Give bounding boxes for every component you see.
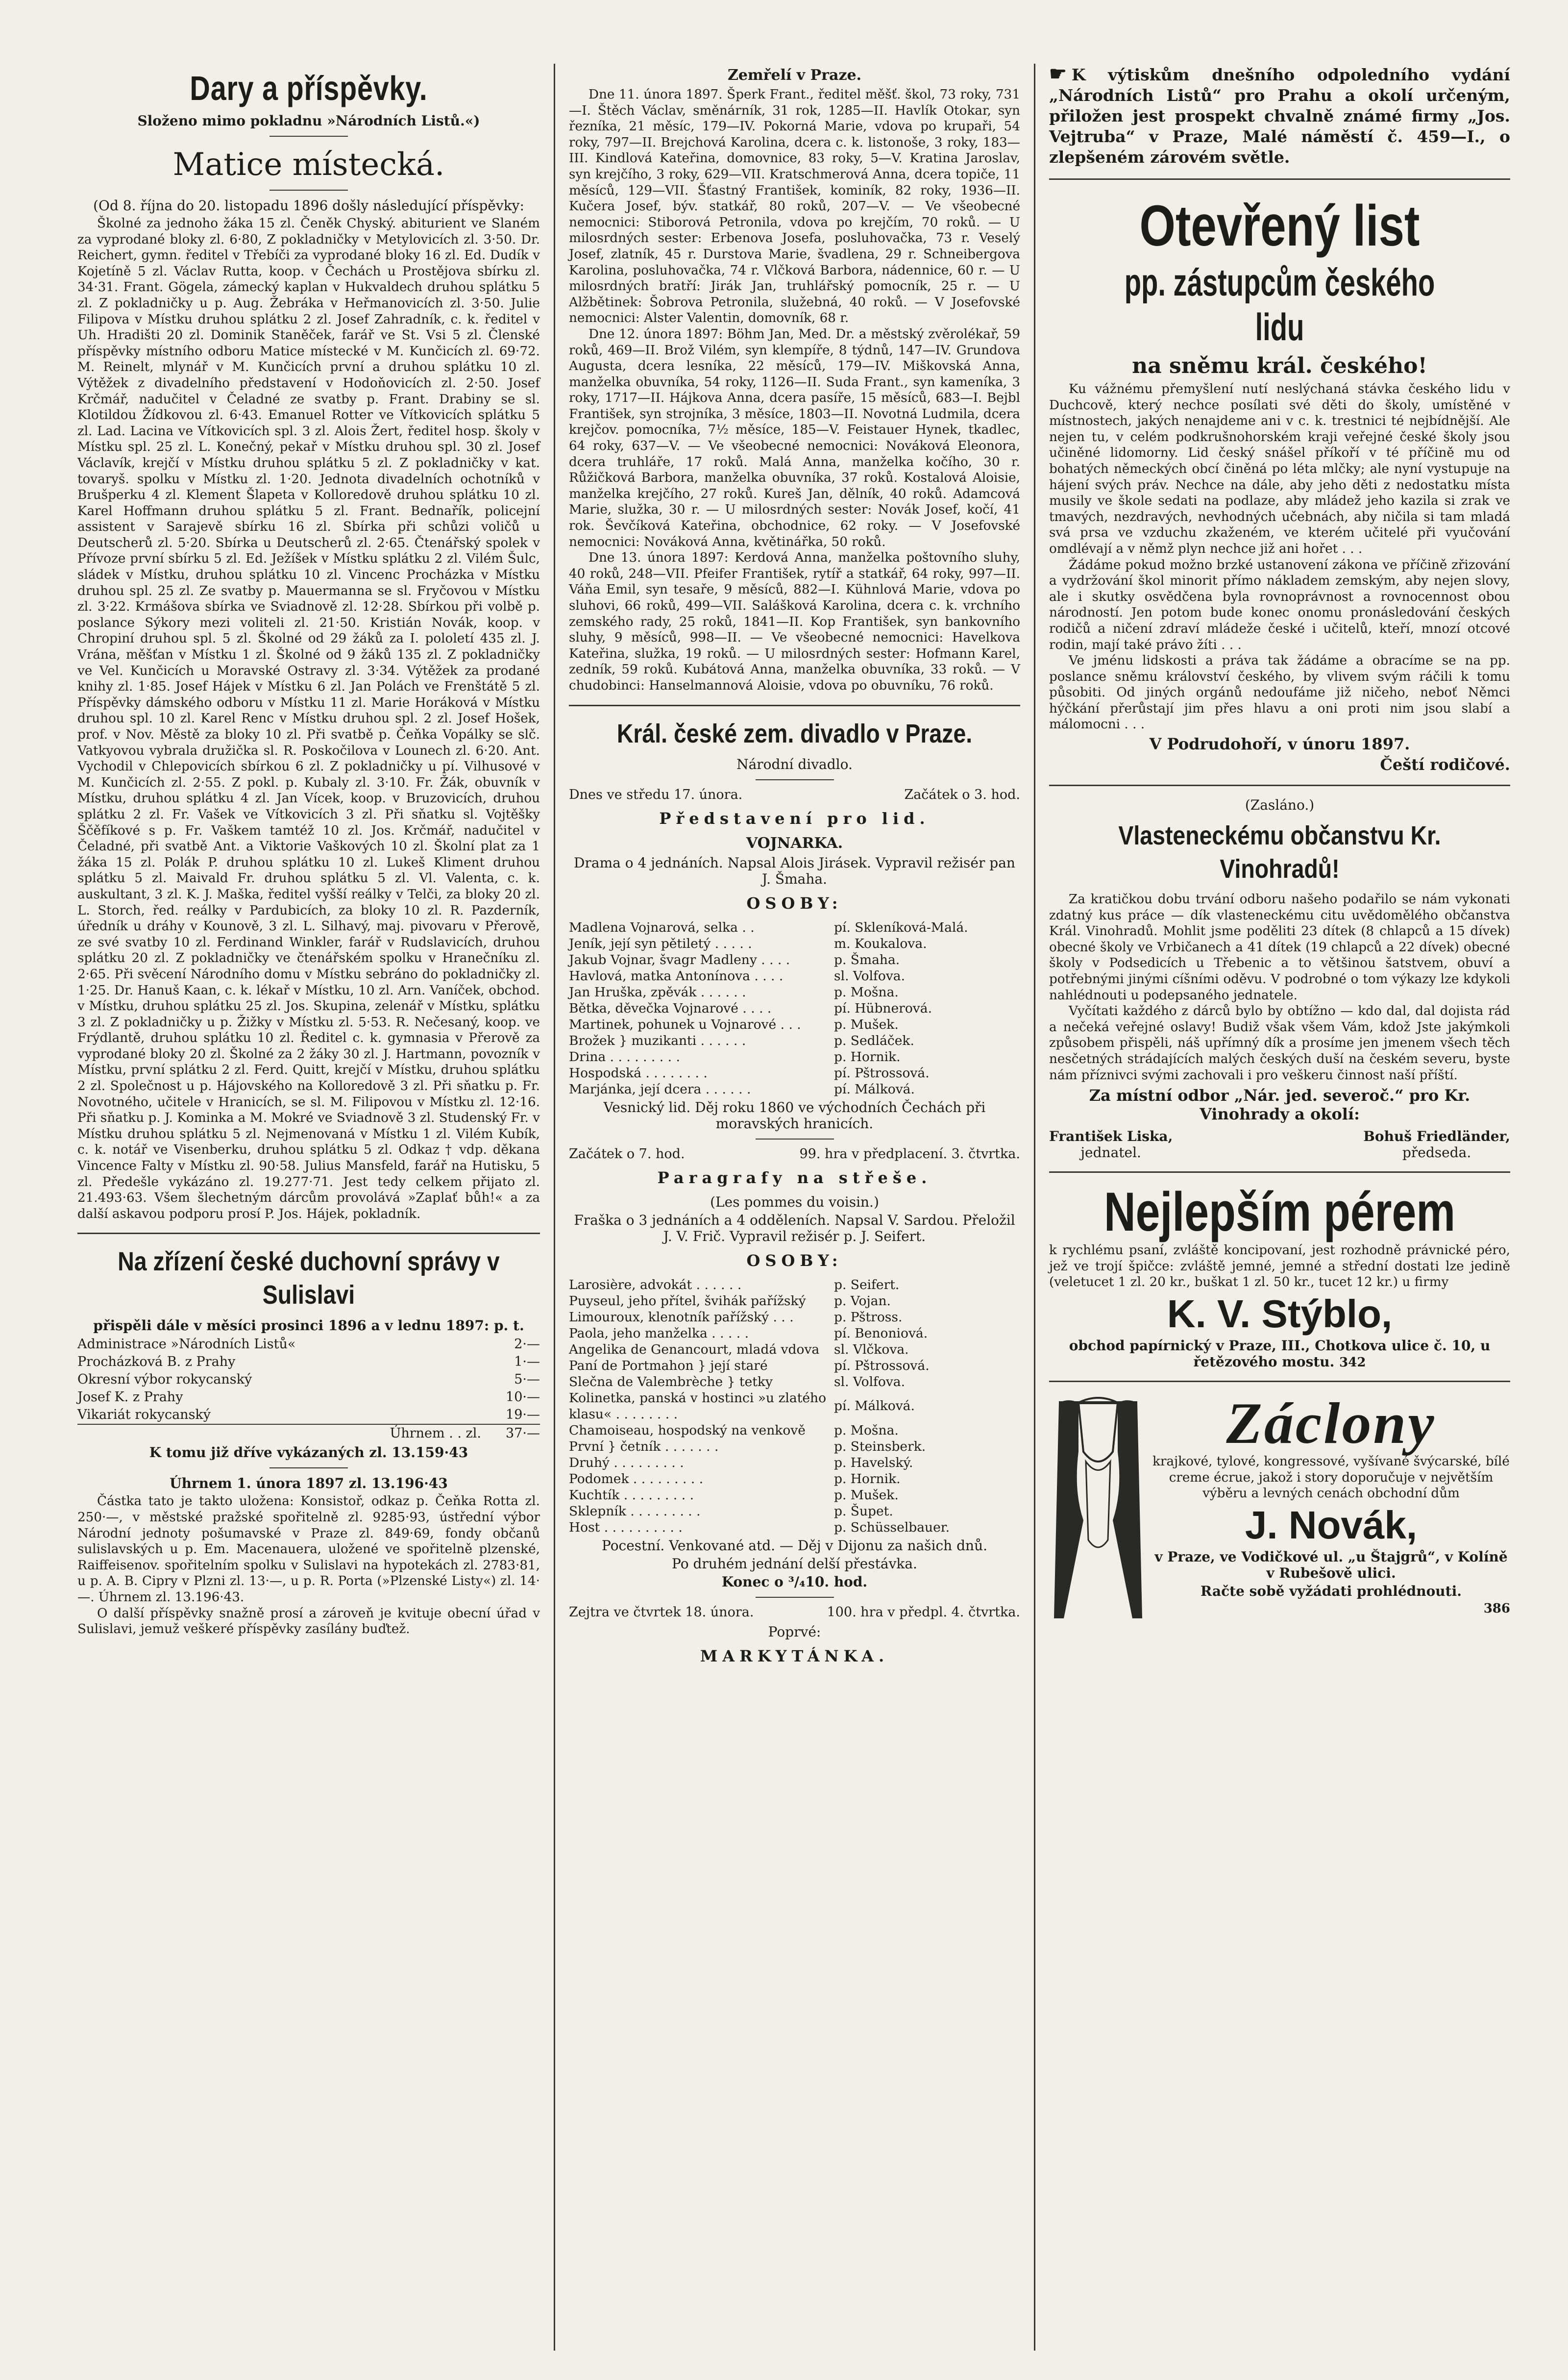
actor: sl. Volfova. bbox=[834, 1374, 906, 1389]
actor: pí. Skleníková-Malá. bbox=[834, 919, 968, 935]
sulislav-text-2: O další příspěvky snažně prosí a zároveň je kvituje obecní úřad v Sulislavi, jemuž veškeré příspěvky zasílány buďtež. bbox=[77, 1606, 540, 1637]
divider bbox=[270, 136, 348, 137]
table-row bbox=[77, 1336, 540, 1353]
table-row bbox=[77, 1371, 540, 1388]
play-title: MARKYTÁNKA. bbox=[700, 1646, 889, 1665]
divider bbox=[756, 1139, 834, 1140]
cast-row bbox=[569, 1422, 1020, 1438]
matice-heading: Matice místecká. bbox=[172, 147, 445, 183]
curtain-ad-heading: Záclony bbox=[1226, 1390, 1436, 1456]
open-letter-p1: Ku vážnému přemyšlení nutí neslýchaná stávka českého lidu v Duchcově, který nechce posílati své děti do školy, umístěné v místnostech, jakých nenajdeme ani v c. k. trestnici té nejbídnější. Ale nejen tu, v celém podkrušnohorském kraji veřejné české školy jsou učiněné lidomorny. Lid český snášel příkoří v té příčině mu od bohatých německých obcí činěná po léta mlčky; ale nyní vystupuje na hájení svých práv. Nechce na dále, aby jeho děti z nedostatku místa musily ve škole sedati na podlaze, aby mládež jeho kazila si zrak ve tmavých, nezdravých, nevhodných učebnách, aby ničila si tam mladá svá prsa ve vzduchu zkaženém, ve kterém učitelé při vyučování omdlévají a v němž plyn nechce již ani hořet . . . bbox=[1049, 382, 1510, 556]
start-time: Začátek o 3. hod. bbox=[904, 787, 1020, 802]
role: Martinek, pohunek u Vojnarové . . . bbox=[569, 1016, 801, 1032]
notice-text: K výtiskům dnešního odpoledního vydání „Národních Listů“ pro Prahu a okolí určeným, přiložen jest prospekt chvalně známé firmy „Jos. Vejtruba“ v Praze, Malé náměstí č. 459—I., o zlepšeném zárovém světle. bbox=[1049, 65, 1510, 167]
role: Slečna de Valembrèche } tetky bbox=[569, 1374, 773, 1389]
theatre-heading: Král. české zem. divadlo v Praze. bbox=[616, 719, 973, 748]
cast-row bbox=[569, 1471, 1020, 1487]
role: Kuchtík . . . . . . . . . bbox=[569, 1487, 694, 1503]
role: Larosière, advokát . . . . . . bbox=[569, 1277, 742, 1292]
actor: p. Hornik. bbox=[834, 1471, 901, 1487]
open-letter-heading: Otevřený list bbox=[1139, 194, 1420, 258]
actor: p. Šmaha. bbox=[834, 952, 900, 967]
actor: p. Schüsselbauer. bbox=[834, 1519, 950, 1535]
play-end: Konec o ³/₄10. hod. bbox=[721, 1573, 868, 1590]
role: Drina . . . . . . . . . bbox=[569, 1049, 680, 1065]
cast-row bbox=[569, 1438, 1020, 1455]
row-name: Procházková B. z Prahy bbox=[77, 1354, 236, 1370]
vinohrady-heading: Vlasteneckému občanstvu Kr. Vinohradů! bbox=[1118, 821, 1441, 884]
curtain-ad-body bbox=[1152, 1390, 1510, 1616]
sulislav-subheading: přispěli dále v měsíci prosinci 1896 a v lednu 1897: p. t. bbox=[93, 1317, 524, 1334]
cast-row bbox=[569, 1341, 1020, 1358]
role: Chamoiseau, hospodský na venkově bbox=[569, 1422, 806, 1438]
divider bbox=[77, 1233, 540, 1234]
cast-row bbox=[569, 1374, 1020, 1390]
ad-code: 386 bbox=[1483, 1601, 1510, 1616]
cast-row bbox=[569, 1325, 1020, 1341]
role: Jan Hruška, zpěvák . . . . . . bbox=[569, 984, 746, 1000]
theatre-subheading: Národní divadlo. bbox=[736, 756, 853, 772]
divider bbox=[1049, 785, 1510, 786]
sulislav-previous: K tomu již dříve vykázaných zl. 13.159·43 bbox=[149, 1444, 468, 1461]
play-title: VOJNARKA. bbox=[746, 834, 843, 852]
signatory-name: František Liska, bbox=[1049, 1128, 1173, 1145]
signature-2 bbox=[1363, 1128, 1510, 1161]
play-number: 100. hra v předpl. 4. čtvrtka. bbox=[827, 1604, 1020, 1620]
role: První } četník . . . . . . . bbox=[569, 1438, 719, 1454]
actor: p. Steinsberk. bbox=[834, 1438, 926, 1454]
pen-ad-text: k rychlému psaní, zvláště koncipovaní, jest rozhodně právnické péro, jež ve trojí špičce: zvláště jemné, jemné a střední dostati lze jedině (veletucet 1 zl. 20 kr., buškat 1 zl. 50 kr., tucet 12 kr.) u firmy bbox=[1049, 1243, 1510, 1290]
role: Limouroux, klenotník pařížský . . . bbox=[569, 1309, 794, 1325]
column-letters-ads bbox=[1034, 64, 1524, 2351]
cast-row bbox=[569, 968, 1020, 984]
role: Marjánka, její dcera . . . . . . bbox=[569, 1081, 751, 1097]
curtain-ad-text: krajkové, tylové, kongressové, vyšívané švýcarské, bílé creme écrue, jakož i story doporučuje v největším výběru a levných cenách obchodní dům bbox=[1152, 1454, 1510, 1501]
play-original-title: (Les pommes du voisin.) bbox=[710, 1193, 879, 1210]
role: Host . . . . . . . . . . bbox=[569, 1519, 683, 1535]
pen-ad-heading: Nejlepším pérem bbox=[1103, 1181, 1456, 1243]
actor: p. Mošna. bbox=[834, 984, 899, 1000]
curtain-ad bbox=[1049, 1390, 1510, 1625]
role: Hospodská . . . . . . . . bbox=[569, 1065, 708, 1081]
actor: pí. Pštrossová. bbox=[834, 1358, 930, 1373]
pen-ad-address bbox=[1049, 1338, 1510, 1370]
cast-row bbox=[569, 1519, 1020, 1536]
cast-heading: OSOBY: bbox=[746, 1251, 843, 1270]
signatory-role: jednatel. bbox=[1080, 1144, 1141, 1161]
curtain-ad-firm: J. Novák, bbox=[1245, 1503, 1418, 1547]
cast-row bbox=[569, 1000, 1020, 1016]
cast-row bbox=[569, 1081, 1020, 1097]
ad-code: 342 bbox=[1339, 1355, 1366, 1370]
start-time: Začátek o 7. hod. bbox=[569, 1146, 685, 1162]
today-row bbox=[569, 787, 1020, 802]
row-amount: 1·— bbox=[514, 1354, 540, 1370]
divider bbox=[1049, 1381, 1510, 1382]
open-letter-p3: Ve jménu lidskosti a práva tak žádáme a obracíme se na pp. poslance sněmu království českého, by vlivem svým ráčili k tomu působiti. Od jiných orgánů nedoufáme již ničeho, neboť Němci hýčkání přerůstají jim přes hlavu a oni proti nim jsou slabí a málomocni . . . bbox=[1049, 653, 1510, 732]
actor: pí. Pštrossová. bbox=[834, 1065, 930, 1081]
cast-row bbox=[569, 1390, 1020, 1422]
role: Madlena Vojnarová, selka . . bbox=[569, 919, 755, 935]
play-setting: Vesnický lid. Děj roku 1860 ve východních Čechách při moravských hranicích. bbox=[603, 1099, 986, 1132]
role: Bětka, děvečka Vojnarové . . . . bbox=[569, 1000, 772, 1016]
actor: pí. Málková. bbox=[834, 1398, 915, 1414]
divider bbox=[756, 779, 834, 780]
cast-row bbox=[569, 919, 1020, 936]
actor: sl. Vlčkova. bbox=[834, 1341, 909, 1357]
actor: p. Vojan. bbox=[834, 1293, 891, 1309]
role: Jakub Vojnar, švagr Madleny . . . . bbox=[569, 952, 790, 967]
play-pause: Po druhém jednání delší přestávka. bbox=[672, 1555, 917, 1572]
vinohrady-p1: Za kratičkou dobu trvání odboru našeho podařilo se nám vykonati zdatný kus práce — dík vlasteneckému citu uvědomělého občanstva Král. Vinohradů. Mohlit jsme poděliti 23 dítek (8 chlapců a 15 dívek) obecné školy ve Vrbičanech a 41 dítek (19 chlapců a 22 dívek) obecné školy v Podsedicích u Třebenic a to většinou šatstvem, obuví a potřebnými jinými cíšními oděvu. V podrobné o tom výkazy lze kdykoli nahlédnouti u podepsaného jednatele. bbox=[1049, 892, 1510, 1003]
table-row bbox=[77, 1406, 540, 1424]
deaths-feb-12: Dne 12. února 1897: Böhm Jan, Med. Dr. a městský zvěrolékař, 59 roků, 469—II. Brož Vilém, syn klempíře, 8 týdnů, 147—IV. Grundova Augusta, dcera lesníka, 22 měsíců, 179—IV. Miškovská Anna, manželka obuvníka, 54 roky, 1126—II. Suda Frant., syn kameníka, 3 roky, 1717—II. Hájkova Anna, dcera pasíře, 15 měsíců, 683—I. Bejbl František, syn strojníka, 3 měsíce, 1803—II. Novotná Ludmila, dcera krejčov. pomocníka, 7½ měsíce, 185—V. Feistauer Hynek, tkadlec, 64 roky, 637—V. — Ve všeobecné nemocnici: Nováková Eleonora, dcera truhláře, 17 roků. Malá Anna, manželka kočího, 30 r. Růžičková Barbora, manželka obuvníka, 37 roků. Kostalová Aloisie, manželka krejčího, 27 roků. Kureš Jan, dělník, 40 roků. Adamcová Marie, služka, 30 r. — U milosrdných sester: Novák Josef, kočí, 41 rok. Ševčíková Kateřina, obchodnice, 62 roky. — V Josefovské nemocnici: Nováková Anna, květinářka, 50 roků. bbox=[569, 326, 1020, 549]
actor: pí. Hübnerová. bbox=[834, 1000, 932, 1016]
row-amount: 2·— bbox=[514, 1337, 540, 1352]
open-letter-place: V Podrudohoří, v únoru 1897. bbox=[1149, 735, 1410, 754]
row-amount: 19·— bbox=[506, 1407, 540, 1423]
address-text: obchod papírnický v Praze, III., Chotkova ulice č. 10, u řetězového mostu. bbox=[1069, 1337, 1491, 1370]
actor: p. Mušek. bbox=[834, 1487, 899, 1503]
column-deaths-theatre bbox=[554, 64, 1034, 2351]
evening-row bbox=[569, 1146, 1020, 1162]
cast-list bbox=[569, 1277, 1020, 1536]
total-label: Úhrnem . . zl. bbox=[77, 1424, 481, 1442]
column-donations bbox=[64, 64, 554, 2351]
role: Puyseul, jeho přítel, švihák pařížský bbox=[569, 1293, 806, 1309]
sulislav-sum: Úhrnem 1. února 1897 zl. 13.196·43 bbox=[170, 1475, 448, 1492]
cast-row bbox=[569, 1455, 1020, 1471]
actor: p. Mušek. bbox=[834, 1016, 899, 1032]
actor: p. Pštross. bbox=[834, 1309, 903, 1325]
open-letter-subheading-2: na sněmu král. českého! bbox=[1132, 353, 1427, 378]
curtain-ad-address: v Praze, ve Vodičkové ul. „u Štajgrů“, v Kolíně v Rubešově ulici. bbox=[1154, 1548, 1508, 1581]
role: Paola, jeho manželka . . . . . bbox=[569, 1325, 749, 1341]
tomorrow-row bbox=[569, 1605, 1020, 1620]
cast-row bbox=[569, 936, 1020, 952]
cast-row bbox=[569, 1065, 1020, 1081]
cast-row bbox=[569, 1277, 1020, 1293]
cast-heading: OSOBY: bbox=[746, 893, 843, 913]
tomorrow-date: Zejtra ve čtvrtek 18. února. bbox=[569, 1604, 754, 1620]
donations-subheading: Složeno mimo pokladnu »Národních Listů.«) bbox=[137, 113, 480, 129]
actor: p. Mošna. bbox=[834, 1422, 899, 1438]
row-amount: 5·— bbox=[514, 1372, 540, 1388]
actor: p. Seifert. bbox=[834, 1277, 900, 1292]
play-setting: Pocestní. Venkované atd. — Děj v Dijonu za našich dnů. bbox=[601, 1537, 988, 1554]
curtain-illustration-icon bbox=[1049, 1393, 1152, 1625]
signatory-role: předseda. bbox=[1402, 1144, 1471, 1161]
cast-list bbox=[569, 919, 1020, 1097]
play-description: Fraška o 3 jednáních a 4 odděleních. Napsal V. Sardou. Přeložil J. V. Frič. Vypravil režisér p. J. Seifert. bbox=[574, 1212, 1015, 1244]
divider bbox=[569, 705, 1020, 706]
divider bbox=[1049, 1171, 1510, 1173]
actor: sl. Volfova. bbox=[834, 968, 906, 984]
row-name: Vikariát rokycanský bbox=[77, 1407, 211, 1423]
zaslano-label: (Zasláno.) bbox=[1245, 797, 1315, 814]
actor: m. Koukalova. bbox=[834, 936, 927, 951]
pointing-hand-icon: ☛ bbox=[1049, 64, 1067, 85]
actor: pí. Benoniová. bbox=[834, 1325, 928, 1341]
divider bbox=[270, 1467, 348, 1468]
play-number: 99. hra v předplacení. 3. čtvrtka. bbox=[799, 1146, 1020, 1162]
row-amount: 10·— bbox=[506, 1389, 540, 1405]
actor: p. Hornik. bbox=[834, 1049, 901, 1065]
cast-row bbox=[569, 1049, 1020, 1065]
role: Brožek } muzikanti . . . . . . bbox=[569, 1033, 746, 1048]
sulislav-heading: Na zřízení české duchovní správy v Sulislavi bbox=[118, 1247, 500, 1310]
actor: p. Havelský. bbox=[834, 1455, 913, 1470]
role: Kolinetka, panská v hostinci »u zlatého klasu« . . . . . . . . bbox=[569, 1390, 827, 1422]
matice-date: (Od 8. října do 20. listopadu 1896 došly následující příspěvky: bbox=[93, 198, 524, 214]
row-name: Josef K. z Prahy bbox=[77, 1389, 183, 1405]
prospect-notice bbox=[1049, 64, 1510, 168]
actor: p. Sedláček. bbox=[834, 1033, 914, 1048]
today-date: Dnes ve středu 17. února. bbox=[569, 787, 743, 802]
cast-row bbox=[569, 1358, 1020, 1374]
role: Angelika de Genancourt, mladá vdova bbox=[569, 1341, 820, 1357]
role: Druhý . . . . . . . . . bbox=[569, 1455, 684, 1470]
first-performance: Poprvé: bbox=[768, 1623, 821, 1640]
signatory-name: Bohuš Friedländer, bbox=[1363, 1128, 1510, 1145]
cast-row bbox=[569, 1016, 1020, 1033]
total-row bbox=[77, 1424, 540, 1442]
vinohrady-signatures bbox=[1049, 1128, 1510, 1161]
divider bbox=[270, 190, 348, 191]
cast-row bbox=[569, 1293, 1020, 1309]
total-amount: 37·— bbox=[481, 1424, 540, 1442]
cast-row bbox=[569, 1309, 1020, 1325]
divider bbox=[1049, 178, 1510, 180]
open-letter-p2: Žádáme pokud možno brzké ustanovení zákona ve příčině zřizování a vydržování škol minorit přímo nákladem zemským, aby nejen slovy, ale i skutky osvědčena byla rovnoprávnost a rovnocennost obou národností. Jen potom bude konec onomu pronásledování českých rodičů a ničení zdraví mládeže české i učitelů, kteří, mnozí otcové rodin, mají také právo žíti . . . bbox=[1049, 557, 1510, 652]
signature-1 bbox=[1049, 1128, 1173, 1161]
role: Havlová, matka Antonínova . . . . bbox=[569, 968, 784, 984]
play-description: Drama o 4 jednáních. Napsal Alois Jirásek. Vypravil režisér pan J. Šmaha. bbox=[574, 854, 1015, 887]
performance-type: Představení pro lid. bbox=[659, 809, 930, 828]
pen-ad-firm: K. V. Stýblo, bbox=[1167, 1291, 1393, 1336]
divider bbox=[756, 1597, 834, 1598]
deaths-feb-11: Dne 11. února 1897. Šperk Frant., ředitel měšť. škol, 73 roky, 731—I. Štěch Václav, směnárník, 31 rok, 1285—II. Havlík Otokar, syn řezníka, 21 měsíc, 179—IV. Pokorná Marie, vdova po krupaři, 54 roky, 797—II. Brejchová Karolina, dcera c. k. listonoše, 3 roky, 183—III. Kindlová Kateřina, domovnice, 83 roky, 5—V. Kratina Jaroslav, syn krejčího, 3 roky, 629—VII. Kratschmerová Anna, dcera topiče, 11 měsíců, 129—VII. Šťastný František, kominík, 82 roky, 1936—II. Kučera Josef, býv. statkář, 80 roků, 207—V. — Ve všeobecné nemocnici: Stiborová Petronila, vdova po krejčím, 70 roků. — U milosrdných sester: Erbenova Josefa, posluhovačka, 73 r. Veselý Josef, zlatník, 45 r. Durstova Marie, švadlena, 29 r. Schneibergova Karolina, posluhovačka, 74 r. Vlčková Barbora, nádennice, 60 r. — U milosrdných bratří: Jirák Jan, truhlářský pomocník, 25 r. — U Alžbětinek: Šobrova Petronila, služebná, 40 roků. — V Josefovské nemocnici: Alster Valentin, domovník, 68 r. bbox=[569, 87, 1020, 326]
cast-row bbox=[569, 952, 1020, 968]
actor: pí. Málková. bbox=[834, 1081, 915, 1097]
sulislav-text-1: Částka tato je takto uložena: Konsistoř, odkaz p. Čeňka Rotta zl. 250·—, v městské pražské spořitelně zl. 9285·93, ústřední výbor Národní jednoty pošumavské v Praze zl. 849·69, fondy občanů sulislavských u p. Em. Macenauera, uložené ve spořitelně plzenské, Raiffeisenov. spořitelním spolku v Sulislavi na hypotekách zl. 2783·81, u p. A. B. Cipry v Plzni zl. 13·—, u p. R. Porta (»Plzenské Listy«) zl. 14·—. Úhrnem zl. 13.196·43. bbox=[77, 1494, 540, 1605]
vinohrady-org: Za místní odbor „Nár. jed. severoč.“ pro Kr. Vinohrady a okolí: bbox=[1089, 1086, 1470, 1124]
open-letter-subheading: pp. zástupcům českého lidu bbox=[1124, 261, 1435, 348]
cast-row bbox=[569, 1487, 1020, 1503]
sulislav-table bbox=[77, 1336, 540, 1442]
row-name: Administrace »Národních Listů« bbox=[77, 1337, 296, 1352]
role: Podomek . . . . . . . . . bbox=[569, 1471, 704, 1487]
cast-row bbox=[569, 984, 1020, 1000]
cast-row bbox=[569, 1033, 1020, 1049]
donations-heading: Dary a příspěvky. bbox=[190, 69, 428, 107]
open-letter-signature: Čeští rodičové. bbox=[1380, 755, 1510, 774]
table-row bbox=[77, 1388, 540, 1406]
deaths-heading: Zemřelí v Praze. bbox=[727, 67, 862, 84]
row-name: Okresní výbor rokycanský bbox=[77, 1372, 252, 1388]
actor: p. Šupet. bbox=[834, 1503, 893, 1519]
matice-text: Školné za jednoho žáka 15 zl. Čeněk Chyský. abiturient ve Slaném za vyprodané bloky zl. 6·80, Z pokladničky v Metylovicích zl. 3·50. Dr. Reichert, gymn. ředitel v Třebíči za vyprodané bloky 16 zl. Ed. Dudík v Kojetíně 5 zl. Václav Rutta, koop. v Čechách u Prostějova sbírku zl. 34·31. Frant. Gögela, zámecký kaplan v Hukvaldech druhou splátku 5 zl. Z pokladničky u p. Aug. Žebráka v Heřmanovicích zl. 3·50. Julie Filipova v Místku druhou splátku 2 zl. Josef Zahradník, c. k. ředitel v Uh. Hradišti 20 zl. Dominik Staněček, farář ve St. Vsi 5 zl. Členské příspěvky místního odboru Matice místecké v M. Kunčicích zl. 69·72. M. Reinelt, mlynář v M. Kunčicích první a druhou splátku 10 zl. Výtěžek z divadelního představení v Hodoňovicích zl. 2·50. Josef Krčmář, nadučitel v Čeladné ze svatby p. Frant. Drabiny se sl. Klotildou Žídkovou zl. 6·43. Emanuel Rotter ve Vítkovicích splátku 5 zl. Lad. Lacina ve Vítkovicích spl. 3 zl. Alois Žert, ředitel hosp. školy v Místku spl. 25 zl. L. Konečný, pekař v Místku druhou spl. 30 zl. Josef Václavík, krejčí v Místku druhou splátku 5 zl. Z pokladničky v kat. tovaryš. spolku v Místku zl. 1·20. Jednota divadelních ochotníků v Brušperku 4 zl. Klement Šlapeta v Kolloredově druhou splátku 10 zl. Karel Hoffmann druhou splátku 5 zl. Frant. Bednařík, policejní assistent v Sarajevě sbírku 16 zl. Sbírka při schůzi voličů u Deutscherů zl. 5·20. Sbírka u Deutscherů zl. 2·65. Čtenářský spolek v Přívoze první sbírku 5 zl. Ed. Ježíšek v Místku splátku 2 zl. Vilém Šulc, sládek v Místku, druhou splátku 10 zl. Vincenc Procházka v Místku druhou spl. 25 zl. Ze svatby p. Mauermanna se sl. Fryčovou v Místku zl. 3·22. Krmášova sbírka ve Sviadnově zl. 12·28. Sbírkou při volbě p. poslance Sýkory mezi voliteli zl. 21·50. Kristián Novák, koop. v Chropiní druhou spl. 5 zl. Školné od 29 žáků za I. pololetí 435 zl. J. Vrána, měšťan v Místku 1 zl. Školné od 9 žáků 135 zl. Z pokladničky ve Vel. Kunčicích u Moravské Ostravy zl. 3·34. Výtěžek za prodané knihy zl. 1·85. Josef Hájek v Místku 6 zl. Jan Polách ve Frenštátě 5 zl. Příspěvky dámského odboru v Místku 11 zl. Marie Horáková v Místku druhou spl. 10 zl. Karel Renc v Místku druhou spl. 2 zl. Josef Hošek, prof. v Nov. Městě za bloky 10 zl. Při svatbě p. Čeňka Vopálky se slč. Vatkyovou vybrala družička sl. R. Poskočilova v Lounech zl. 6·20. Ant. Vychodil v Chlepovicích sbírkou 6 zl. Z pokladničky u pí. Vilhusové v M. Kunčicích zl. 2·55. Z pokl. p. Kubaly zl. 3·10. Fr. Žák, obuvník v Místku, druhou splátku 4 zl. Jan Vícek, koop. v Bruzovicích, druhou splátku 2 zl. Fr. Vašek ve Vítkovicích 3 zl. Při sňatku sl. Vojtěšky Ščěfíkové s p. Fr. Vaškem tamtéž 10 zl. Jos. Krčmář, nadučitel v Čeladné, při svatbě Ant. a Viktorie Vaškových 10 zl. Školní plat za 1 žáka 15 zl. Polák P. druhou splátku 10 zl. Lukeš Kliment druhou splátku 5 zl. Maivald Fr. druhou splátku 5 zl. Vl. Valenta, c. k. auskultant, 3 zl. K. J. Maška, ředitel vyšší reálky v Telči, za bloky 20 zl. L. Storch, řed. reálky v Pardubicích, za bloky 10 zl. R. Pazderník, úředník u dráhy v Kounově, 3 zl. L. Silhavý, maj. pivovaru v Přerově, ze své svatby 10 zl. Ferdinand Winkler, farář v Rudslavicích, druhou splátku 20 zl. Z pokladničky ve čtenářském spolku v Hranečníku zl. 2·65. Při svěcení Národního domu v Místku sebráno do pokladničky zl. 1·25. Dr. Hanuš Kaan, c. k. lékař v Místku, 10 zl. Arn. Vaníček, obchod. v Místku, druhou splátku 25 zl. Jos. Skupina, zelenář v Místku, splátku 3 zl. Z pokladničky u p. Žižky v Místku zl. 5·53. R. Nečesaný, koop. ve Frýdlantě, druhou splátku 10 zl. Ředitel c. k. gymnasia v Přerově za vyprodané bloky 20 zl. Školné za 2 žáky 30 zl. J. Hartmann, povozník v Místku, první splátku 2 zl. Ferd. Quitt, krejčí v Místku, druhou splátku 2 zl. Společnost u p. Hájovského na Kolloredově 3 zl. Při sňatku p. Fr. Novotného, učitele v Hranicích, se sl. M. Filipovou v Místku zl. 12·16. Při sňatku p. J. Kominka a M. Mokré ve Sviadnově 3 zl. Studenský Fr. v Místku druhou splátku 5 zl. Nejmenovaná v Místku 1 zl. Vilém Kubík, c. k. notář ve Visenberku, druhou splátku 5 zl. Odkaz † vdp. děkana Vincence Falty v Místku zl. 90·58. Julius Mansfeld, farář na Hutisku, 5 zl. Předešle vykázáno zl. 19.277·71. Jest tedy celkem přijato zl. 21.493·63. Všem šlechetným dárcům provolává »Zaplať bůh!« a za další askavou podporu prosí P. Jos. Hájek, pokladník. bbox=[77, 216, 540, 1221]
vinohrady-p2: Vyčítati každého z dárců bylo by obtížno — kdo dal, dal dojista rád a nečeká veřejné oslavy! Budiž však všem Vám, kdož Jste jakýmkoli způsobem přispěli, náš upřímný dík a prosíme jen jmenem všech těch nesčetných strádajících malých českých duší na českém severu, byste nám příznivci svými zachovali i pro veškeru činnost naší příští. bbox=[1049, 1004, 1510, 1083]
curtain-ad-note: Račte sobě vyžádati prohlédnouti. bbox=[1200, 1583, 1462, 1599]
cast-row bbox=[569, 1503, 1020, 1519]
deaths-feb-13: Dne 13. února 1897: Kerdová Anna, manželka poštovního sluhy, 40 roků, 248—VII. Pfeifer František, rytíř a statkář, 64 roky, 997—II. Váňa Emil, syn tesaře, 9 měsíců, 882—I. Kühnlová Marie, vdova po sluhovi, 66 roků, 499—VII. Salášková Karolina, dcera c. k. vrchního zemského rady, 25 roků, 1841—II. Kop František, syn bankovního sluhy, 9 měsíců, 998—II. — Ve všeobecné nemocnici: Havelkova Kateřina, služka, 19 roků. — U milosrdných sester: Hofmann Karel, zedník, 59 roků. Kubátová Anna, manželka obuvníka, 33 roků. — V chudobinci: Hanselmannová Aloisie, vdova po obuvníku, 76 roků. bbox=[569, 550, 1020, 693]
role: Paní de Portmahon } její staré bbox=[569, 1358, 768, 1373]
play-title: Paragrafy na střeše. bbox=[657, 1168, 932, 1187]
table-row bbox=[77, 1353, 540, 1371]
role: Jeník, její syn pětiletý . . . . . bbox=[569, 936, 752, 951]
role: Sklepník . . . . . . . . . bbox=[569, 1503, 701, 1519]
